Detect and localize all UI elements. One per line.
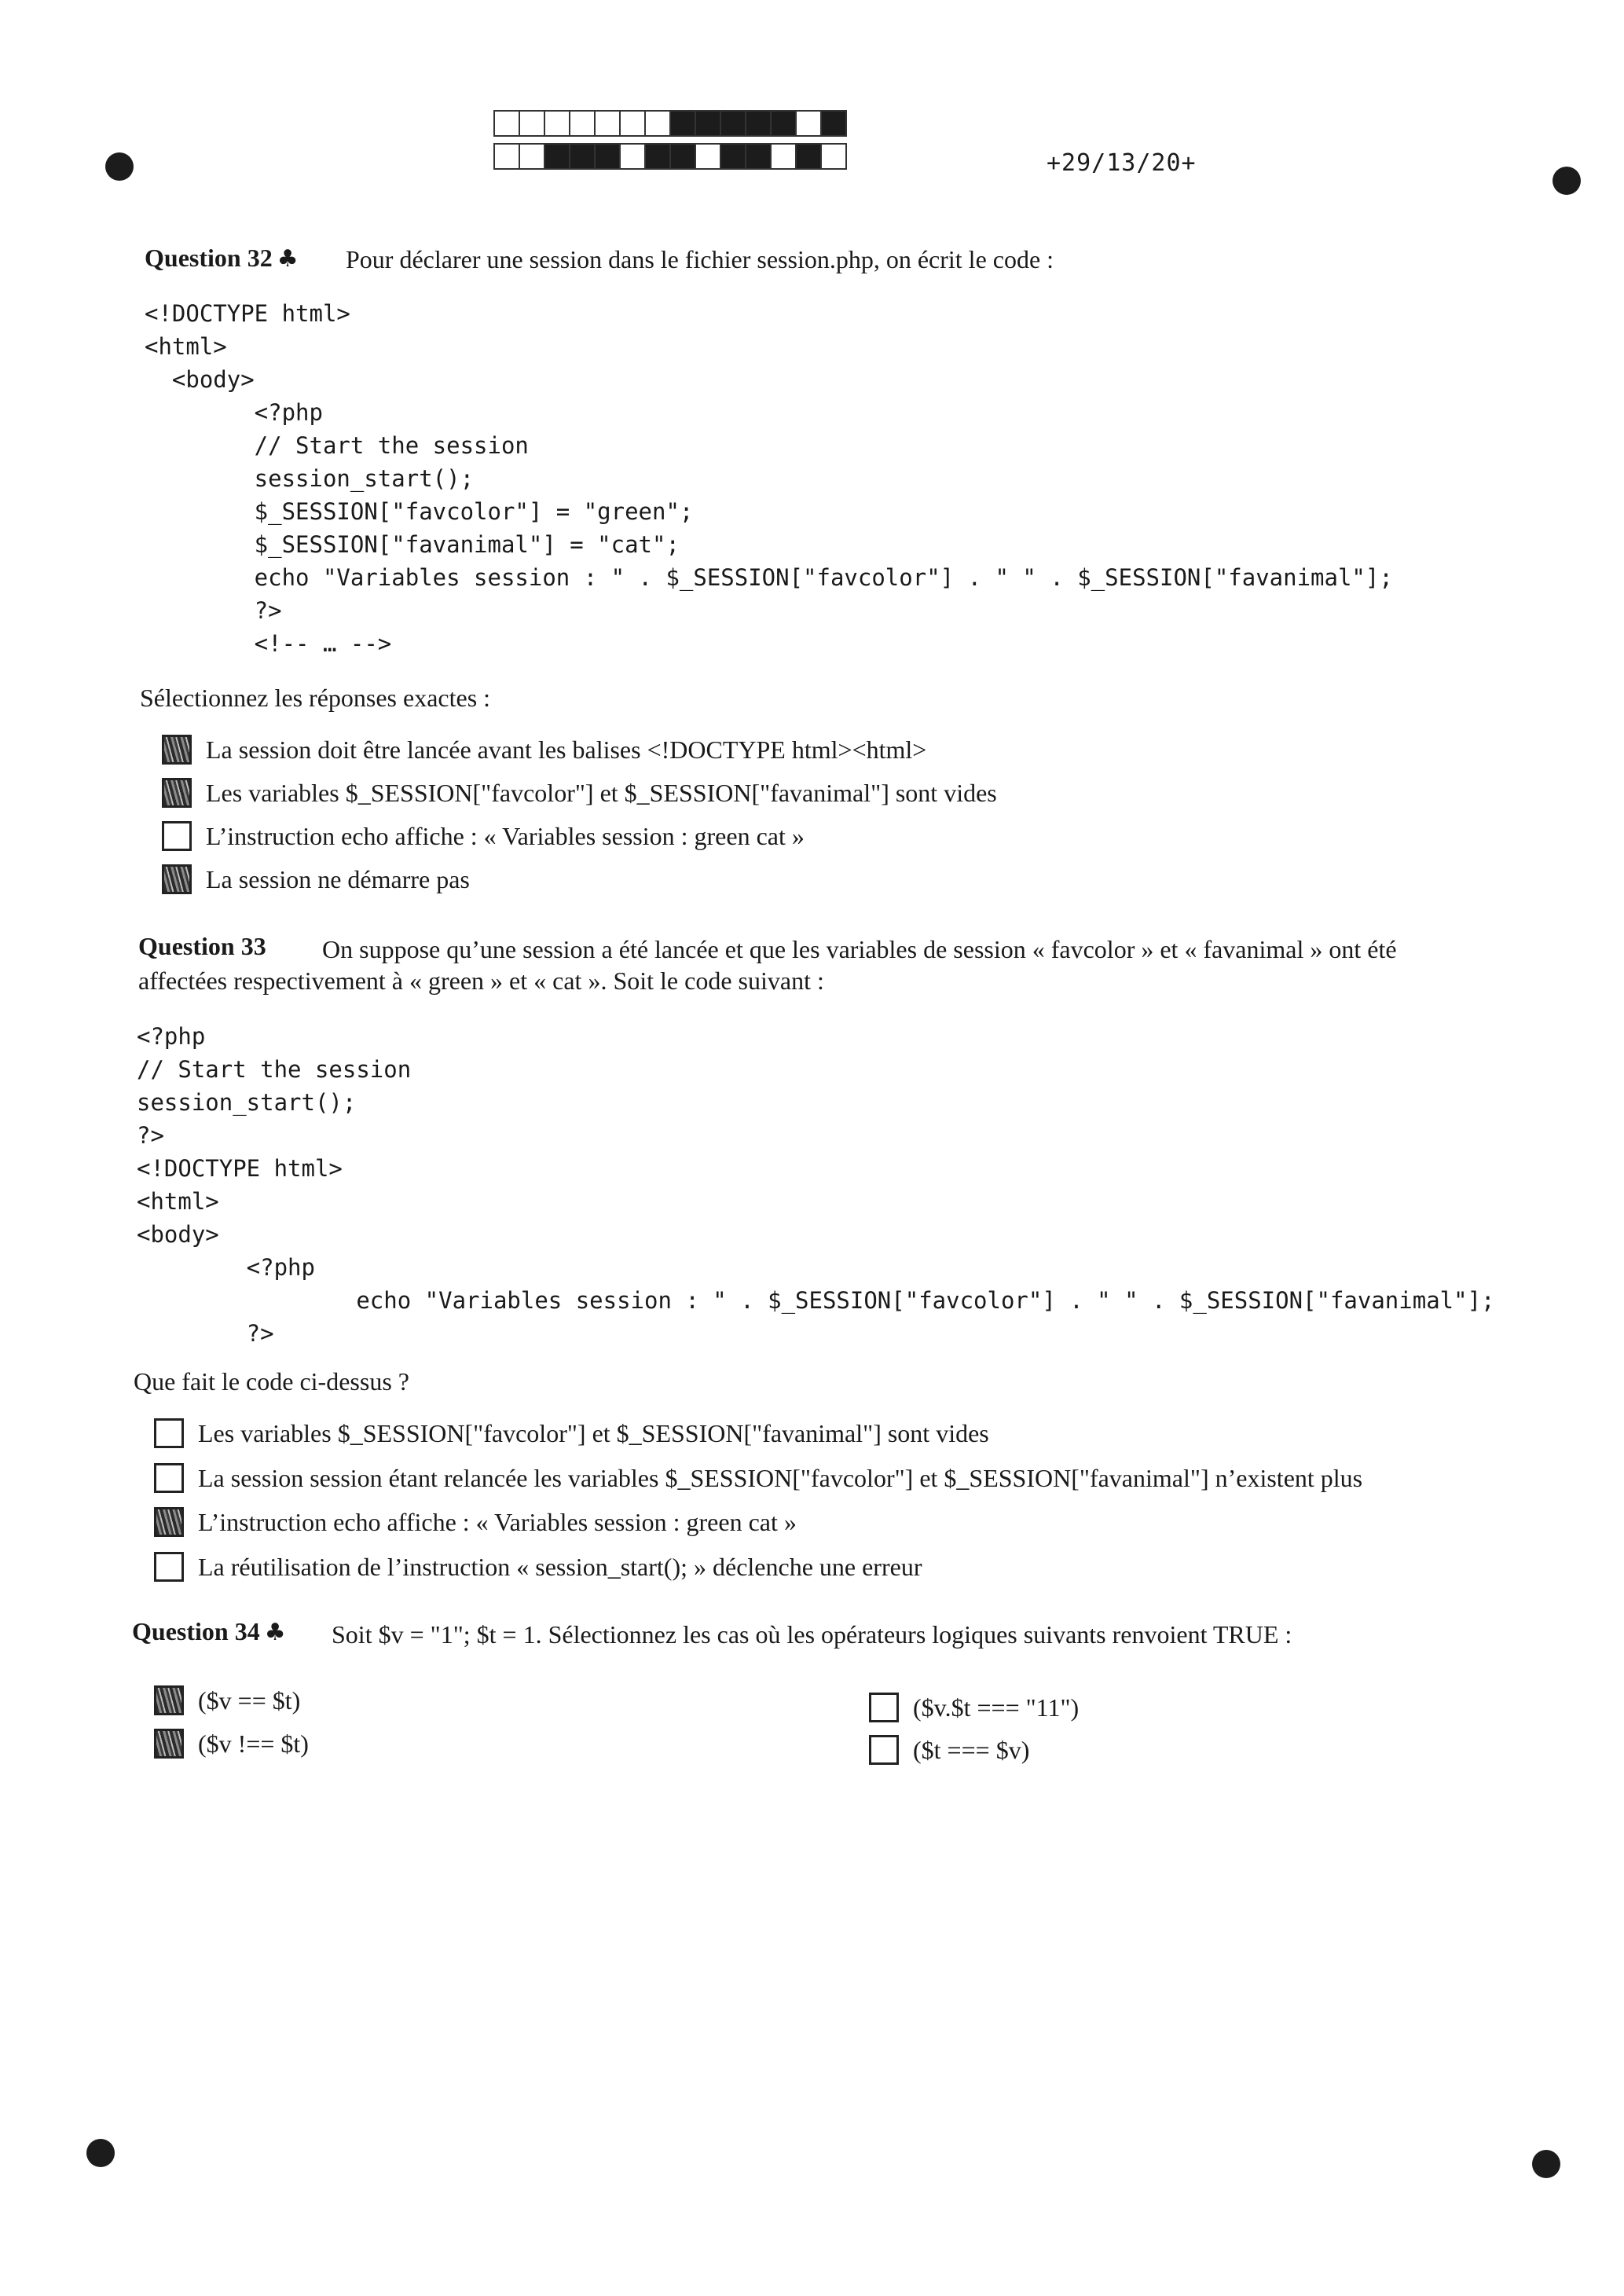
checked-checkbox[interactable]	[162, 735, 192, 765]
code-line: <!DOCTYPE html>	[145, 300, 350, 327]
barcode-cell	[569, 110, 596, 137]
registration-mark-top-left	[105, 152, 134, 181]
q32-answer-2[interactable]	[162, 778, 997, 808]
answer-label: La session ne démarre pas	[206, 864, 470, 893]
q33-answer-3[interactable]	[154, 1507, 797, 1537]
barcode-cell	[820, 143, 847, 170]
code-line: session_start();	[137, 1089, 357, 1116]
barcode-cell	[594, 143, 621, 170]
checked-checkbox[interactable]	[154, 1507, 184, 1537]
checkbox[interactable]	[869, 1693, 899, 1722]
answer-label: ($t === $v)	[913, 1735, 1030, 1764]
barcode-cell	[795, 143, 822, 170]
question-34-title: Question 34	[132, 1617, 260, 1645]
q34-answer-2[interactable]	[154, 1729, 309, 1759]
barcode-cell	[519, 143, 545, 170]
checked-checkbox[interactable]	[162, 778, 192, 808]
q33-answer-4[interactable]	[154, 1552, 922, 1582]
barcode-cell	[720, 143, 746, 170]
barcode-cell	[594, 110, 621, 137]
answer-label: Les variables $_SESSION["favcolor"] et $_SESSION["favanimal"] sont vides	[198, 1418, 989, 1447]
q33-answer-2[interactable]	[154, 1463, 1362, 1493]
answer-label: La session doit être lancée avant les balises <!DOCTYPE html><html>	[206, 735, 927, 764]
q34-answer-4[interactable]	[869, 1735, 1029, 1765]
checkbox[interactable]	[869, 1735, 899, 1765]
registration-mark-bottom-right	[1532, 2150, 1560, 2178]
q34-answer-1[interactable]	[154, 1685, 300, 1715]
answer-label: La session session étant relancée les variables $_SESSION["favcolor"] et $_SESSION["favanimal"] n’existent plus	[198, 1463, 1363, 1492]
code-line: ?>	[137, 1320, 274, 1347]
code-line: <body>	[137, 1221, 219, 1248]
barcode-cell	[569, 143, 596, 170]
code-line: $_SESSION["favcolor"] = "green";	[145, 498, 694, 525]
barcode-cell	[720, 110, 746, 137]
question-33-prompt-line2: affectées respectivement à « green » et « cat ». Soit le code suivant :	[138, 966, 824, 995]
q32-answer-3[interactable]	[162, 821, 805, 851]
checked-checkbox[interactable]	[162, 864, 192, 894]
code-line: echo "Variables session : " . $_SESSION["favcolor"] . " " . $_SESSION["favanimal"];	[137, 1287, 1495, 1314]
barcode-cell	[493, 110, 520, 137]
code-line: <html>	[137, 1188, 219, 1215]
barcode-row-1	[493, 110, 845, 137]
checkbox[interactable]	[154, 1552, 184, 1582]
barcode-cell	[669, 143, 696, 170]
question-33-title: Question 33	[138, 932, 266, 960]
code-line: session_start();	[145, 465, 475, 492]
barcode-cell	[770, 110, 797, 137]
barcode-cell	[745, 143, 772, 170]
barcode-cell	[519, 110, 545, 137]
code-line: <?php	[137, 1023, 206, 1050]
code-line: $_SESSION["favanimal"] = "cat";	[145, 531, 680, 558]
answer-label: ($v !== $t)	[198, 1729, 309, 1758]
q32-answer-4[interactable]	[162, 864, 470, 894]
q33-answer-1[interactable]	[154, 1418, 989, 1448]
barcode-cell	[745, 110, 772, 137]
registration-mark-top-right	[1553, 167, 1581, 195]
question-33-prompt-line1: On suppose qu’une session a été lancée et que les variables de session « favcolor » et « favanimal » ont été	[322, 935, 1397, 963]
question-32-instruction: Sélectionnez les réponses exactes :	[140, 684, 491, 712]
answer-label: Les variables $_SESSION["favcolor"] et $_SESSION["favanimal"] sont vides	[206, 778, 997, 807]
barcode-cell	[544, 143, 570, 170]
question-32-header	[145, 244, 299, 273]
question-32-code-block	[145, 297, 1393, 660]
code-line: <!DOCTYPE html>	[137, 1155, 343, 1182]
question-33-header	[138, 932, 266, 961]
registration-mark-bottom-left	[86, 2139, 115, 2167]
code-line: <html>	[145, 333, 227, 360]
answer-label: La réutilisation de l’instruction « session_start(); » déclenche une erreur	[198, 1552, 922, 1581]
barcode-cell	[644, 110, 671, 137]
question-32-title: Question 32	[145, 244, 273, 272]
question-33-code-block	[137, 1020, 1495, 1350]
question-34-header	[132, 1617, 286, 1646]
checkbox[interactable]	[154, 1463, 184, 1493]
page-id: +29/13/20+	[1047, 149, 1197, 177]
code-line: <?php	[145, 399, 323, 426]
answer-label: L’instruction echo affiche : « Variables session : green cat »	[206, 821, 805, 850]
q34-answer-3[interactable]	[869, 1693, 1079, 1722]
code-line: ?>	[137, 1122, 164, 1149]
question-33-instruction: Que fait le code ci-dessus ?	[134, 1367, 409, 1396]
barcode-cell	[544, 110, 570, 137]
question-34-prompt: Soit $v = "1"; $t = 1. Sélectionnez les cas où les opérateurs logiques suivants renvoient TRUE :	[332, 1620, 1292, 1649]
code-line: // Start the session	[145, 432, 529, 459]
barcode-cell	[493, 143, 520, 170]
code-line: ?>	[145, 597, 282, 624]
club-icon: ♣	[277, 245, 299, 273]
checkbox[interactable]	[162, 821, 192, 851]
barcode-cell	[695, 143, 721, 170]
code-line: echo "Variables session : " . $_SESSION["favcolor"] . " " . $_SESSION["favanimal"];	[145, 564, 1393, 591]
club-icon: ♣	[264, 1619, 286, 1646]
barcode-cell	[820, 110, 847, 137]
checked-checkbox[interactable]	[154, 1729, 184, 1759]
code-line: <!-- … -->	[145, 630, 392, 657]
code-line: <body>	[145, 366, 255, 393]
question-32-prompt: Pour déclarer une session dans le fichier session.php, on écrit le code :	[346, 245, 1054, 273]
answer-label: L’instruction echo affiche : « Variables session : green cat »	[198, 1507, 797, 1536]
barcode-cell	[619, 143, 646, 170]
barcode-cell	[795, 110, 822, 137]
answer-label: ($v == $t)	[198, 1685, 301, 1715]
checkbox[interactable]	[154, 1418, 184, 1448]
code-line: <?php	[137, 1254, 315, 1281]
page-barcode	[493, 110, 845, 176]
barcode-cell	[669, 110, 696, 137]
barcode-cell	[644, 143, 671, 170]
checked-checkbox[interactable]	[154, 1685, 184, 1715]
q32-answer-1[interactable]	[162, 735, 926, 765]
answer-label: ($v.$t === "11")	[913, 1693, 1080, 1722]
barcode-row-2	[493, 143, 845, 170]
barcode-cell	[770, 143, 797, 170]
barcode-cell	[695, 110, 721, 137]
code-line: // Start the session	[137, 1056, 412, 1083]
barcode-cell	[619, 110, 646, 137]
